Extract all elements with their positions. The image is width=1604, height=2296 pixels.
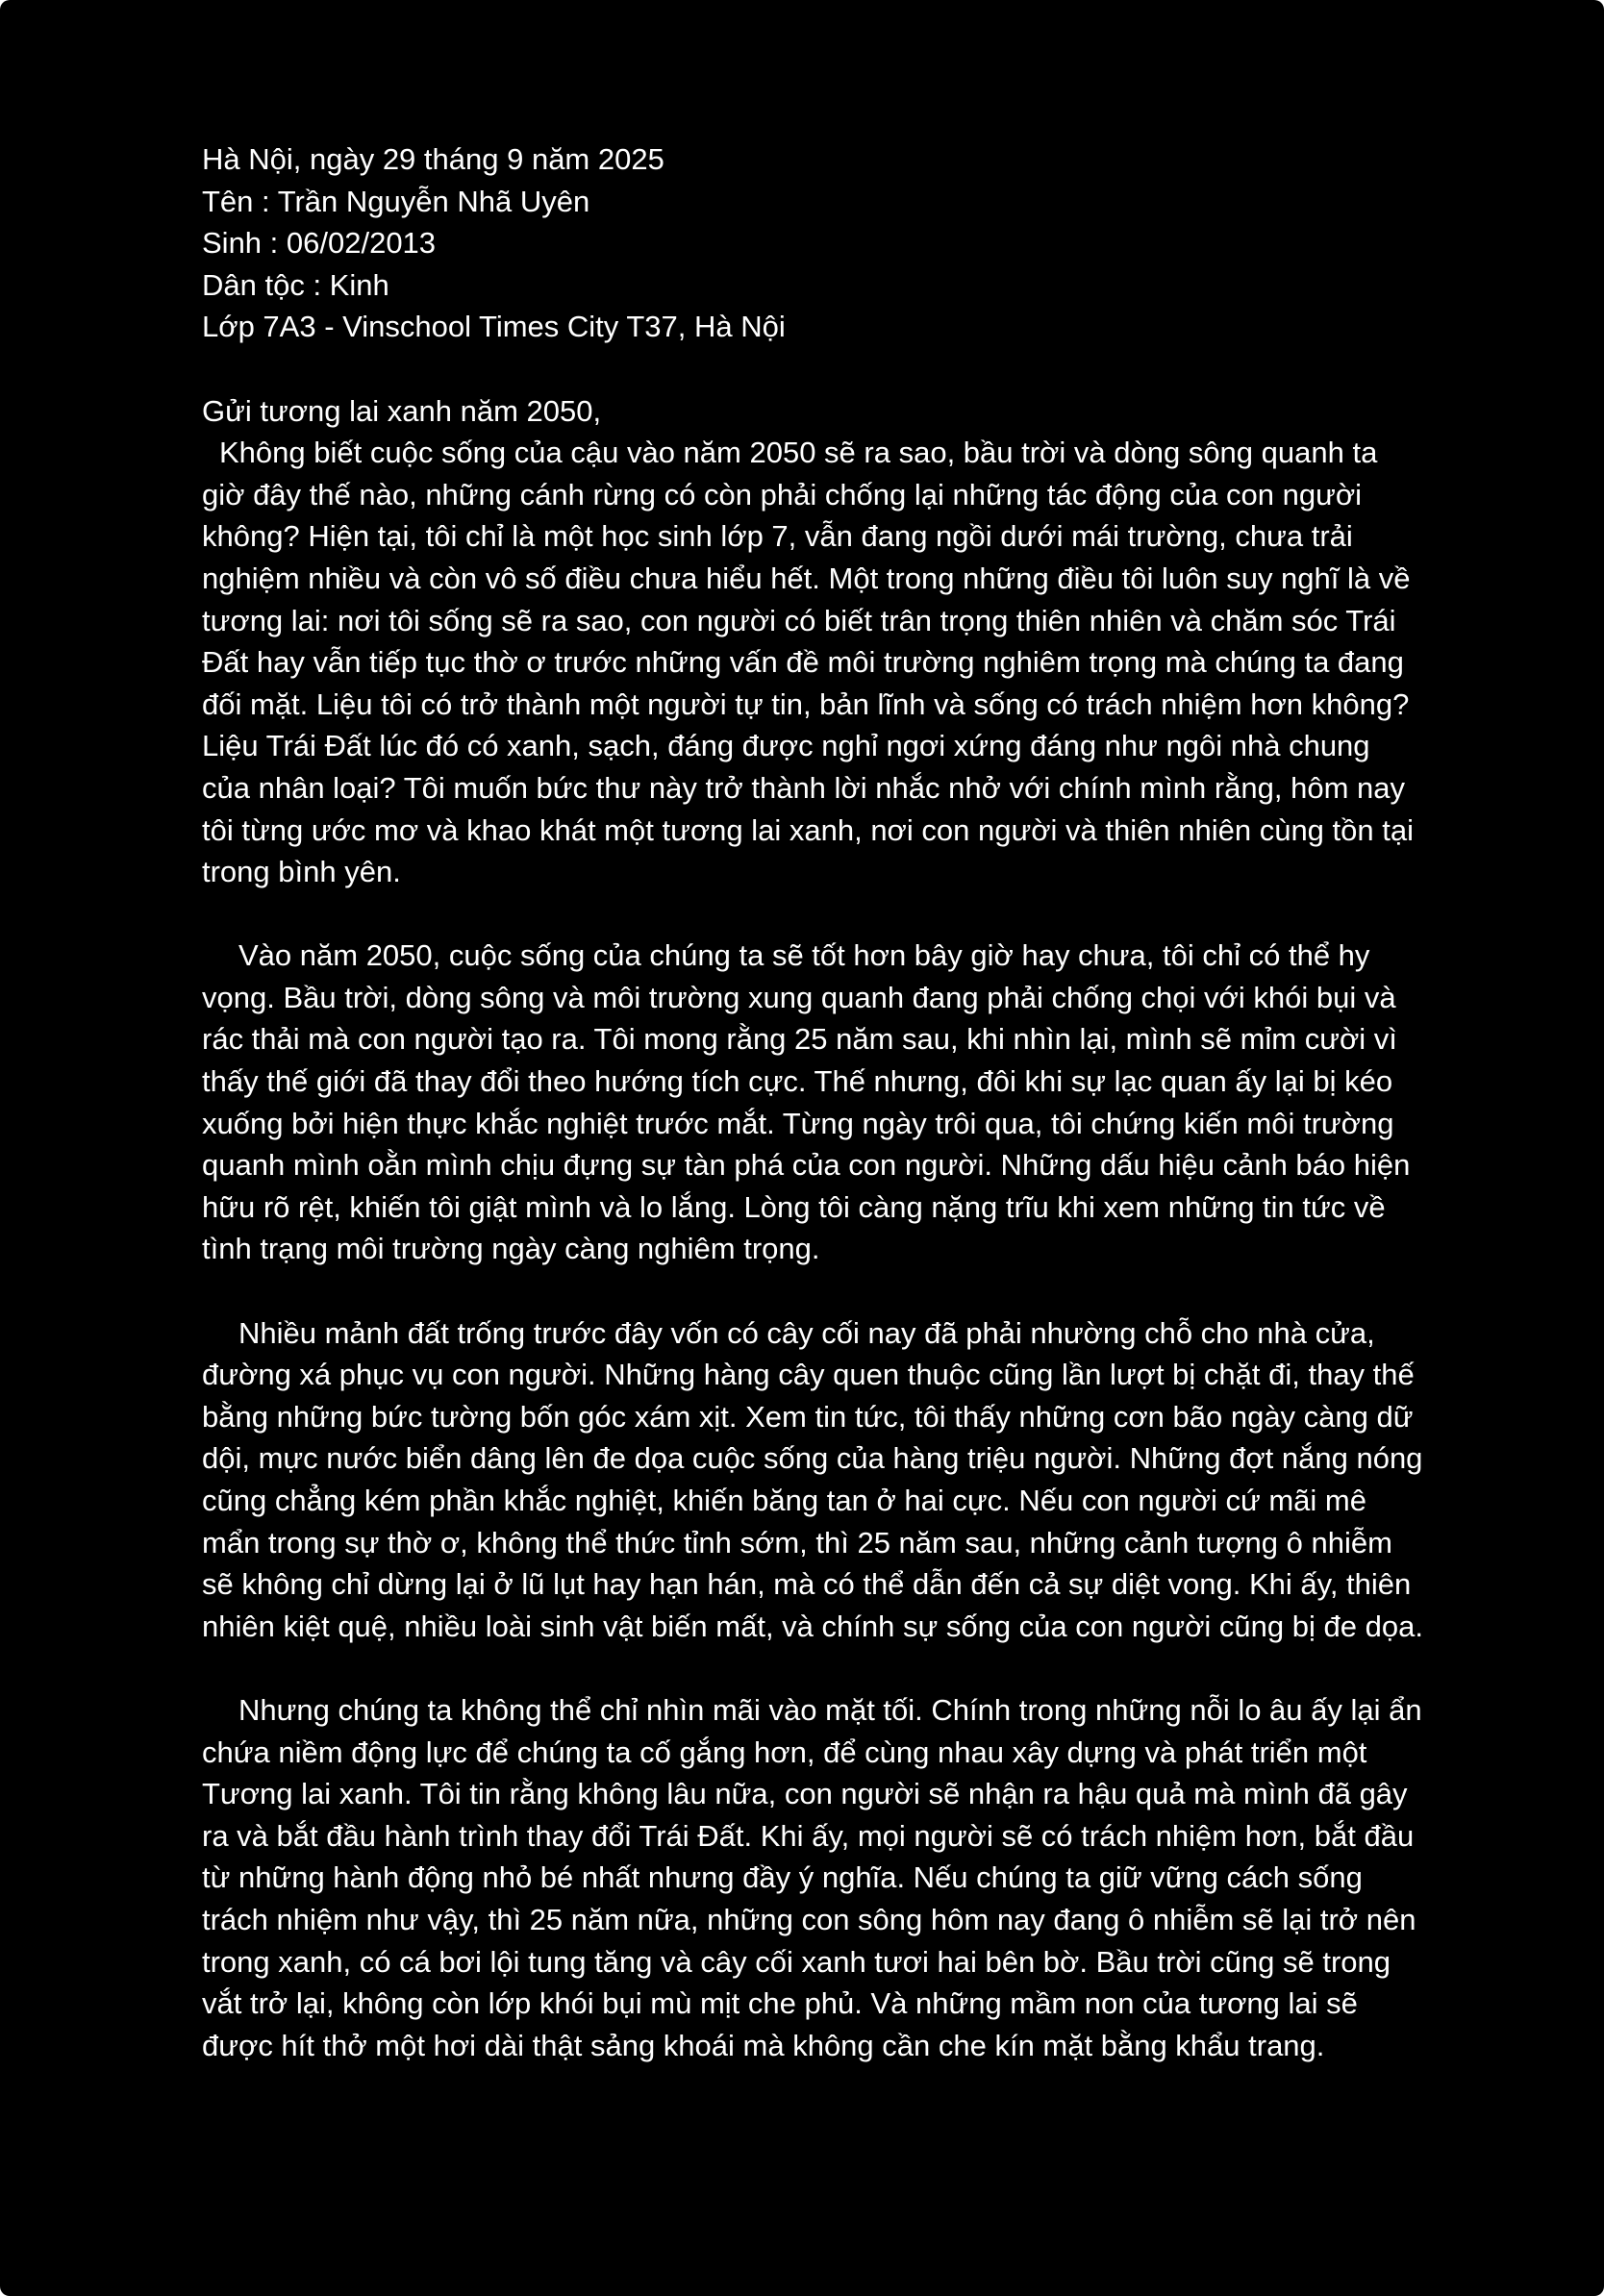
blank-line — [202, 348, 1423, 390]
name-line: Tên : Trần Nguyễn Nhã Uyên — [202, 184, 590, 218]
paragraph-intro: Không biết cuộc sống của cậu vào năm 2050 sẽ ra sao, bầu trời và dòng sông quanh ta giờ đây thế nào, những cánh rừng có còn phải chống lại những tác động của con người không? Hiện tại, tôi chỉ là một học sinh lớp 7, vẫn đang ngồi dưới mái trường, chưa trải nghiệm nhiều và còn vô số điều chưa hiểu hết. Một trong những điều tôi luôn suy nghĩ là về tương lai: nơi tôi sống sẽ ra sao, con người có biết trân trọng thiên nhiên và chăm sóc Trái Đất hay vẫn tiếp tục thờ ơ trước những vấn đề môi trường nghiêm trọng mà chúng ta đang đối mặt. Liệu tôi có trở thành một người tự tin, bản lĩnh và sống có trách nhiệm hơn không? Liệu Trái Đất lúc đó có xanh, sạch, đáng được nghỉ ngơi xứng đáng như ngôi nhà chung của nhân loại? Tôi muốn bức thư này trở thành lời nhắc nhở với chính mình rằng, hôm nay tôi từng ước mơ và khao khát một tương lai xanh, nơi con người và thiên nhiên cùng tồn tại trong bình yên. — [202, 436, 1414, 889]
blank-line — [202, 1647, 1423, 1689]
paragraph-future: Nhưng chúng ta không thể chỉ nhìn mãi vào mặt tối. Chính trong những nỗi lo âu ấy lại ẩn chứa niềm động lực để chúng ta cố gắng hơn, để cùng nhau xây dựng và phát triển một Tương lai xanh. Tôi tin rằng không lâu nữa, con người sẽ nhận ra hậu quả mà mình đã gây ra và bắt đầu hành trình thay đổi Trái Đất. Khi ấy, mọi người sẽ có trách nhiệm hơn, bắt đầu từ những hành động nhỏ bé nhất nhưng đầy ý nghĩa. Nếu chúng ta giữ vững cách sống trách nhiệm như vậy, thì 25 năm nữa, những con sông hôm nay đang ô nhiễm sẽ lại trở nên trong xanh, có cá bơi lội tung tăng và cây cối xanh tươi hai bên bờ. Bầu trời cũng sẽ trong vắt trở lại, không còn lớp khói bụi mù mịt che phủ. Và những mầm non của tương lai sẽ được hít thở một hơi dài thật sảng khoái mà không cần che kín mặt bằng khẩu trang. — [202, 1692, 1422, 2062]
salutation: Gửi tương lai xanh năm 2050, — [202, 393, 602, 428]
blank-line — [202, 893, 1423, 936]
date-line: Hà Nội, ngày 29 tháng 9 năm 2025 — [202, 142, 664, 176]
letter-document — [202, 138, 1423, 2066]
class-line: Lớp 7A3 - Vinschool Times City T37, Hà Nội — [202, 310, 786, 344]
blank-line — [202, 1270, 1423, 1312]
birth-line: Sinh : 06/02/2013 — [202, 226, 437, 261]
ethnicity-line: Dân tộc : Kinh — [202, 267, 389, 302]
paragraph-hope: Vào năm 2050, cuộc sống của chúng ta sẽ tốt hơn bây giờ hay chưa, tôi chỉ có thể hy vọng. Bầu trời, dòng sông và môi trường xung quanh đang phải chống chọi với khói bụi và rác thải mà con người tạo ra. Tôi mong rằng 25 năm sau, khi nhìn lại, mình sẽ mỉm cười vì thấy thế giới đã thay đổi theo hướng tích cực. Thế nhưng, đôi khi sự lạc quan ấy lại bị kéo xuống bởi hiện thực khắc nghiệt trước mắt. Từng ngày trôi qua, tôi chứng kiến môi trường quanh mình oằn mình chịu đựng sự tàn phá của con người. Những dấu hiệu cảnh báo hiện hữu rõ rệt, khiến tôi giật mình và lo lắng. Lòng tôi càng nặng trĩu khi xem những tin tức về tình trạng môi trường ngày càng nghiêm trọng. — [202, 938, 1411, 1266]
paragraph-problems: Nhiều mảnh đất trống trước đây vốn có cây cối nay đã phải nhường chỗ cho nhà cửa, đường xá phục vụ con người. Những hàng cây quen thuộc cũng lần lượt bị chặt đi, thay thế bằng những bức tường bốn góc xám xịt. Xem tin tức, tôi thấy những cơn bão ngày càng dữ dội, mực nước biển dâng lên đe dọa cuộc sống của hàng triệu người. Những đợt nắng nóng cũng chẳng kém phần khắc nghiệt, khiến băng tan ở hai cực. Nếu con người cứ mãi mê mẩn trong sự thờ ơ, không thể thức tỉnh sớm, thì 25 năm sau, những cảnh tượng ô nhiễm sẽ không chỉ dừng lại ở lũ lụt hay hạn hán, mà có thể dẫn đến cả sự diệt vong. Khi ấy, thiên nhiên kiệt quệ, nhiều loài sinh vật biến mất, và chính sự sống của con người cũng bị đe dọa. — [202, 1315, 1423, 1643]
